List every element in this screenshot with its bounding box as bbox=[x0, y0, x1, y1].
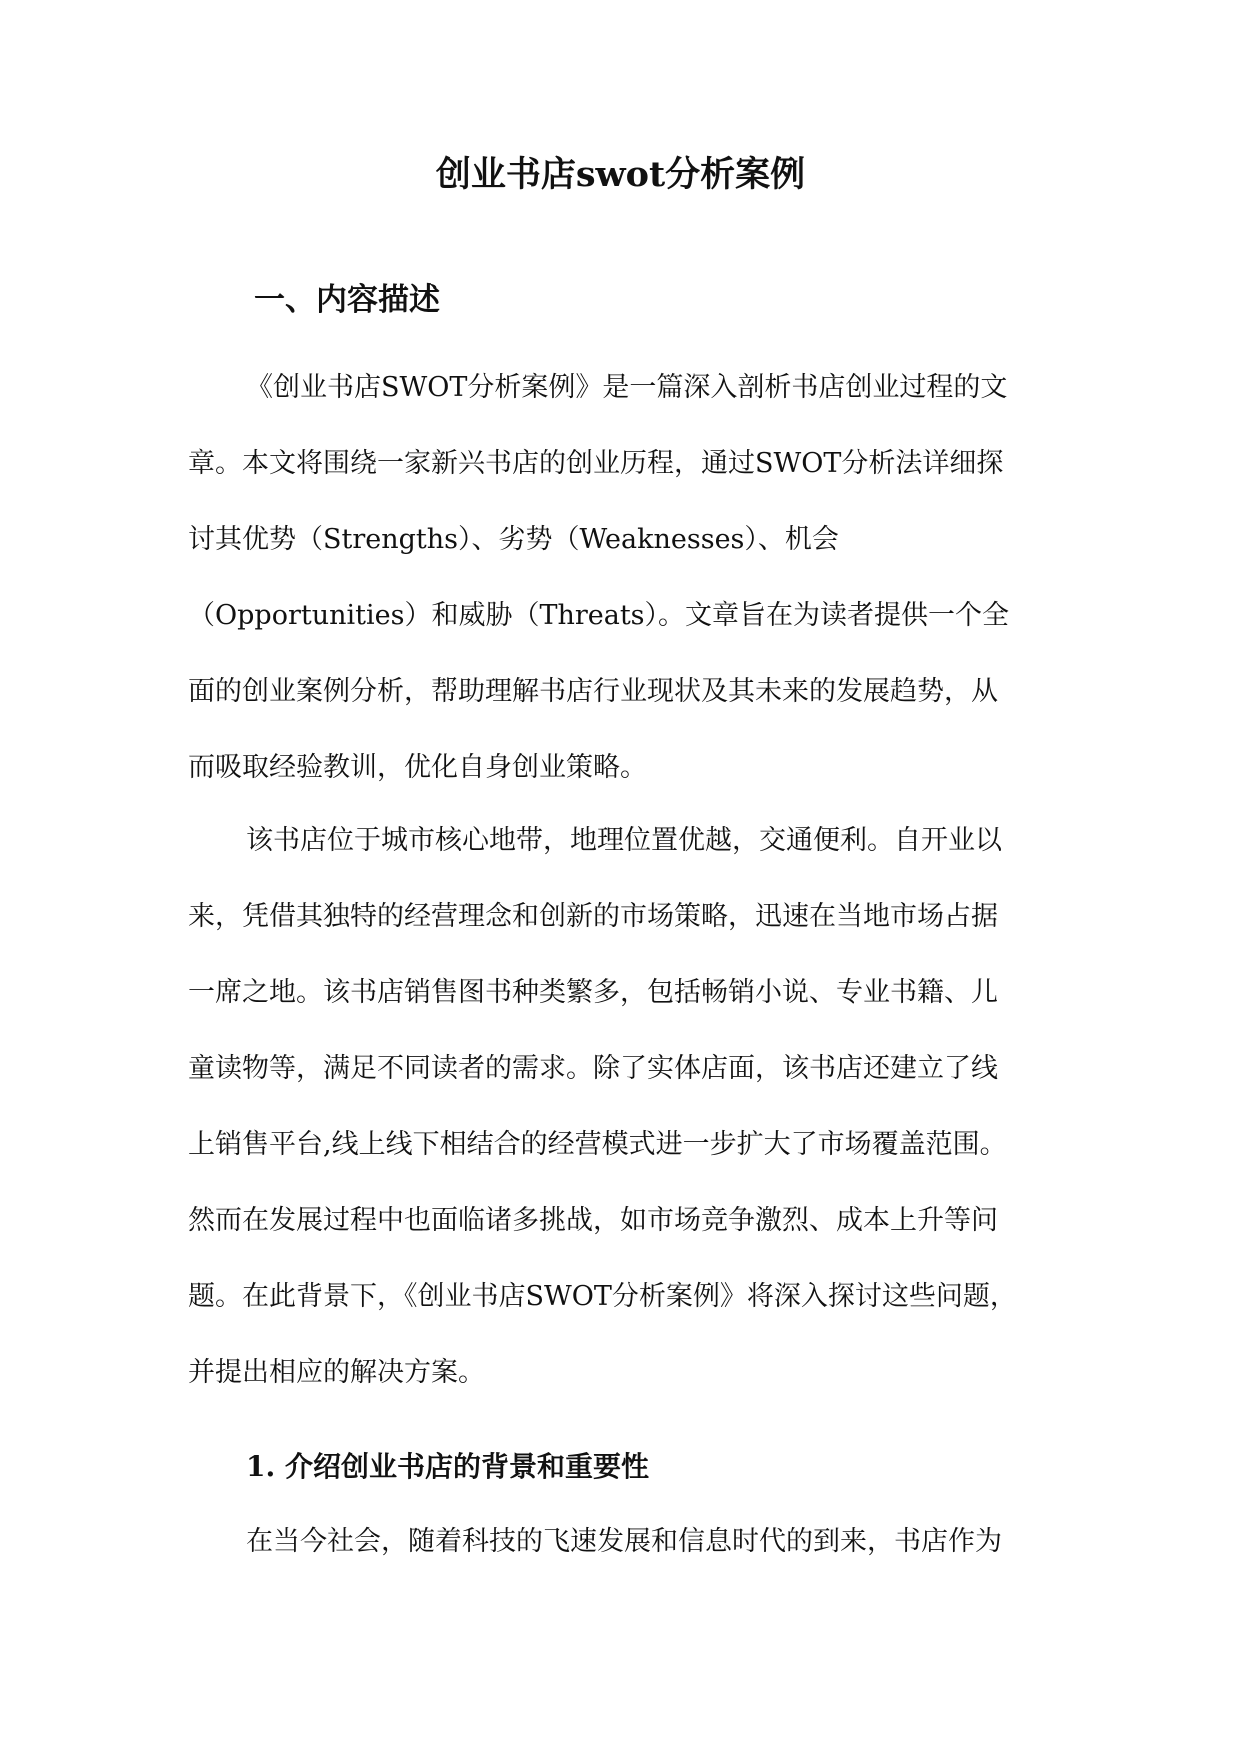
paragraph-line: 章。本文将围绕一家新兴书店的创业历程，通过SWOT分析法详细探 bbox=[188, 448, 1004, 479]
paragraph-line: 来，凭借其独特的经营理念和创新的市场策略，迅速在当地市场占据 bbox=[188, 901, 998, 932]
paragraph-bookstore-overview bbox=[188, 803, 1068, 1411]
paragraph-line: 上销售平台,线上线下相结合的经营模式进一步扩大了市场覆盖范围。 bbox=[188, 1129, 1007, 1160]
paragraph-line: 而吸取经验教训，优化自身创业策略。 bbox=[188, 752, 647, 783]
paragraph-line: （Opportunities）和威胁（Threats）。文章旨在为读者提供一个全 bbox=[188, 600, 1010, 631]
paragraph-line: 然而在发展过程中也面临诸多挑战，如市场竞争激烈、成本上升等问 bbox=[188, 1205, 998, 1236]
paragraph-intro bbox=[188, 350, 1068, 806]
paragraph-line: 一席之地。该书店销售图书种类繁多，包括畅销小说、专业书籍、儿 bbox=[188, 977, 998, 1008]
paragraph-line: 在当今社会，随着科技的飞速发展和信息时代的到来，书店作为 bbox=[246, 1526, 1002, 1557]
document-title: 创业书店swot分析案例 bbox=[435, 154, 806, 195]
paragraph-line: 题。在此背景下，《创业书店SWOT分析案例》将深入探讨这些问题， bbox=[188, 1281, 1017, 1312]
paragraph-line: 《创业书店SWOT分析案例》是一篇深入剖析书店创业过程的文 bbox=[246, 372, 1008, 403]
paragraph-line: 并提出相应的解决方案。 bbox=[188, 1357, 485, 1388]
section-heading-content-description: 一、内容描述 bbox=[254, 282, 440, 318]
paragraph-line: 讨其优势（Strengths）、劣势（Weaknesses）、机会 bbox=[188, 524, 839, 555]
subsection-heading-background: 1. 介绍创业书店的背景和重要性 bbox=[246, 1450, 649, 1483]
paragraph-line: 该书店位于城市核心地带，地理位置优越，交通便利。自开业以 bbox=[246, 825, 1002, 856]
paragraph-line: 童读物等，满足不同读者的需求。除了实体店面，该书店还建立了线 bbox=[188, 1053, 998, 1084]
paragraph-line: 面的创业案例分析，帮助理解书店行业现状及其未来的发展趋势，从 bbox=[188, 676, 998, 707]
paragraph-background bbox=[188, 1504, 1068, 1580]
